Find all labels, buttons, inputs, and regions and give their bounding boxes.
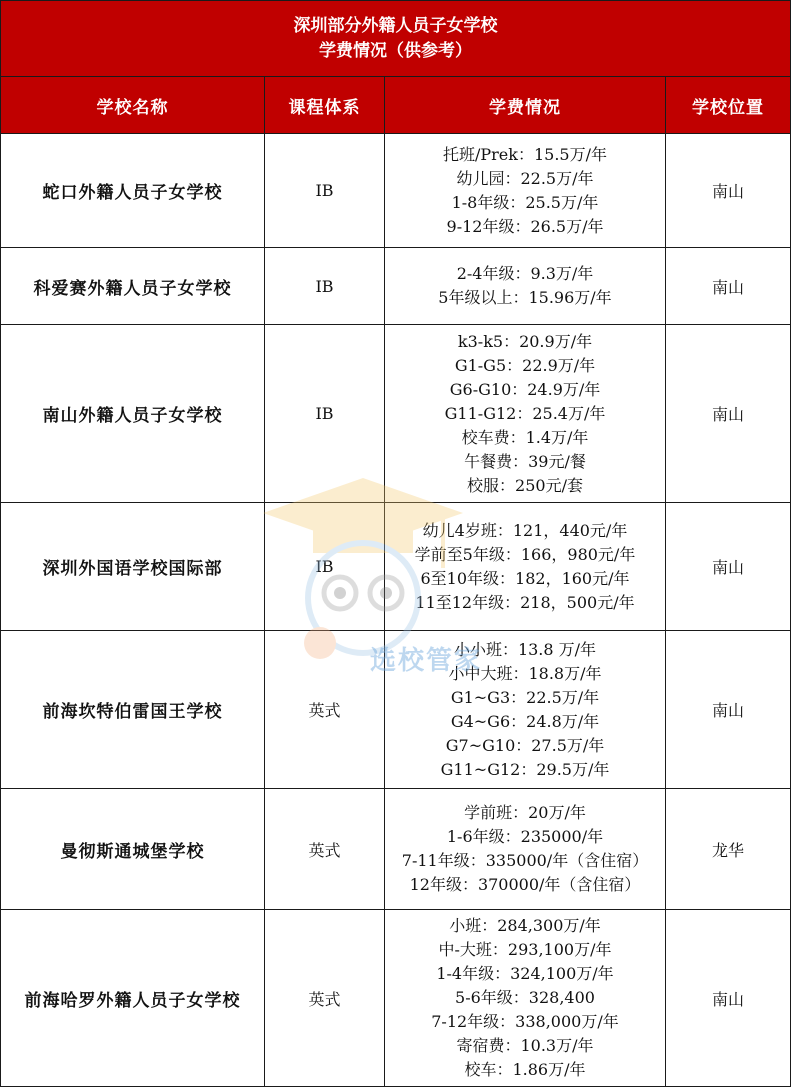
location: 南山 — [666, 631, 791, 789]
curriculum: IB — [265, 503, 385, 631]
header-school-name: 学校名称 — [1, 77, 265, 134]
header-curriculum: 课程体系 — [265, 77, 385, 134]
tuition-cell — [385, 134, 666, 248]
fee-line: 7-12年级：338,000万/年 — [431, 1012, 619, 1031]
tuition-cell — [385, 248, 666, 325]
watermark-text: 选校管家 — [370, 646, 483, 676]
curriculum: 英式 — [265, 631, 385, 789]
curriculum: 英式 — [265, 910, 385, 1087]
school-name: 曼彻斯通城堡学校 — [1, 789, 265, 910]
header-row — [1, 77, 791, 134]
table-row — [1, 248, 791, 325]
fee-line: 小班：284,300万/年 — [449, 916, 601, 935]
fee-line: 中-大班：293,100万/年 — [438, 940, 612, 959]
fee-line: k3-k5：20.9万/年 — [457, 331, 593, 351]
fee-line: G1-G5：22.9万/年 — [454, 355, 596, 375]
fee-line: 小小班：13.8 万/年 — [453, 639, 597, 659]
fee-line: 午餐费：39元/餐 — [464, 451, 586, 471]
fee-line: 5年级以上：15.96万/年 — [438, 288, 612, 307]
tuition-cell — [385, 325, 666, 503]
tuition-cell — [385, 789, 666, 910]
header-location: 学校位置 — [666, 77, 791, 134]
school-name: 南山外籍人员子女学校 — [1, 325, 265, 503]
curriculum: IB — [265, 325, 385, 503]
fee-line: 寄宿费：10.3万/年 — [456, 1036, 594, 1055]
fee-line: 1-6年级：235000/年 — [446, 827, 604, 846]
fee-line: 6至10年级：182，160元/年 — [420, 568, 630, 588]
fee-line: 学前至5年级：166，980元/年 — [414, 544, 636, 564]
table-row — [1, 789, 791, 910]
tuition-cell — [385, 910, 666, 1087]
location: 南山 — [666, 910, 791, 1087]
fee-line: 12年级：370000/年（含住宿） — [409, 875, 641, 894]
curriculum: IB — [265, 134, 385, 248]
curriculum: IB — [265, 248, 385, 325]
fee-line: 幼儿4岁班：121，440元/年 — [422, 520, 628, 540]
fee-line: G4~G6：24.8万/年 — [450, 711, 600, 731]
fee-line: 幼儿园：22.5万/年 — [456, 168, 594, 188]
table-row — [1, 503, 791, 631]
fee-line: G1~G3：22.5万/年 — [450, 687, 600, 707]
school-name: 前海坎特伯雷国王学校 — [1, 631, 265, 789]
school-name: 蛇口外籍人员子女学校 — [1, 134, 265, 248]
header-tuition: 学费情况 — [385, 77, 666, 134]
fee-line: 小中大班：18.8万/年 — [448, 663, 602, 683]
title-line-1: 深圳部分外籍人员子女学校 — [293, 15, 498, 36]
fee-line: 校车费：1.4万/年 — [461, 427, 589, 447]
location: 南山 — [666, 134, 791, 248]
location: 南山 — [666, 325, 791, 503]
location: 龙华 — [666, 789, 791, 910]
table-title-row — [1, 1, 791, 77]
fee-line: 11至12年级：218，500元/年 — [415, 592, 635, 612]
fee-line: 1-8年级：25.5万/年 — [451, 192, 599, 212]
fee-line: 托班/Prek：15.5万/年 — [443, 144, 607, 164]
table-row — [1, 910, 791, 1087]
school-name: 前海哈罗外籍人员子女学校 — [1, 910, 265, 1087]
fee-line: 7-11年级：335000/年（含住宿） — [401, 851, 649, 870]
fee-line: 学前班：20万/年 — [464, 803, 586, 822]
fee-line: G7~G10：27.5万/年 — [445, 735, 605, 755]
school-name: 科爱赛外籍人员子女学校 — [1, 248, 265, 325]
table-row — [1, 325, 791, 503]
fee-line: G6-G10：24.9万/年 — [449, 379, 601, 399]
fee-line: 校服：250元/套 — [467, 475, 583, 495]
tuition-cell — [385, 503, 666, 631]
table-title — [1, 1, 791, 77]
title-line-2: 学费情况（供参考） — [319, 40, 472, 61]
fee-line: G11-G12：25.4万/年 — [444, 403, 606, 423]
fee-line: 2-4年级：9.3万/年 — [456, 264, 594, 283]
fee-line: 9-12年级：26.5万/年 — [446, 216, 604, 236]
location: 南山 — [666, 248, 791, 325]
fee-line: 5-6年级：328,400 — [455, 988, 595, 1007]
school-name: 深圳外国语学校国际部 — [1, 503, 265, 631]
curriculum: 英式 — [265, 789, 385, 910]
location: 南山 — [666, 503, 791, 631]
fee-line: 校车：1.86万/年 — [464, 1060, 586, 1079]
table-row — [1, 134, 791, 248]
fee-line: 1-4年级：324,100万/年 — [436, 964, 614, 983]
fee-line: G11~G12：29.5万/年 — [440, 759, 610, 779]
